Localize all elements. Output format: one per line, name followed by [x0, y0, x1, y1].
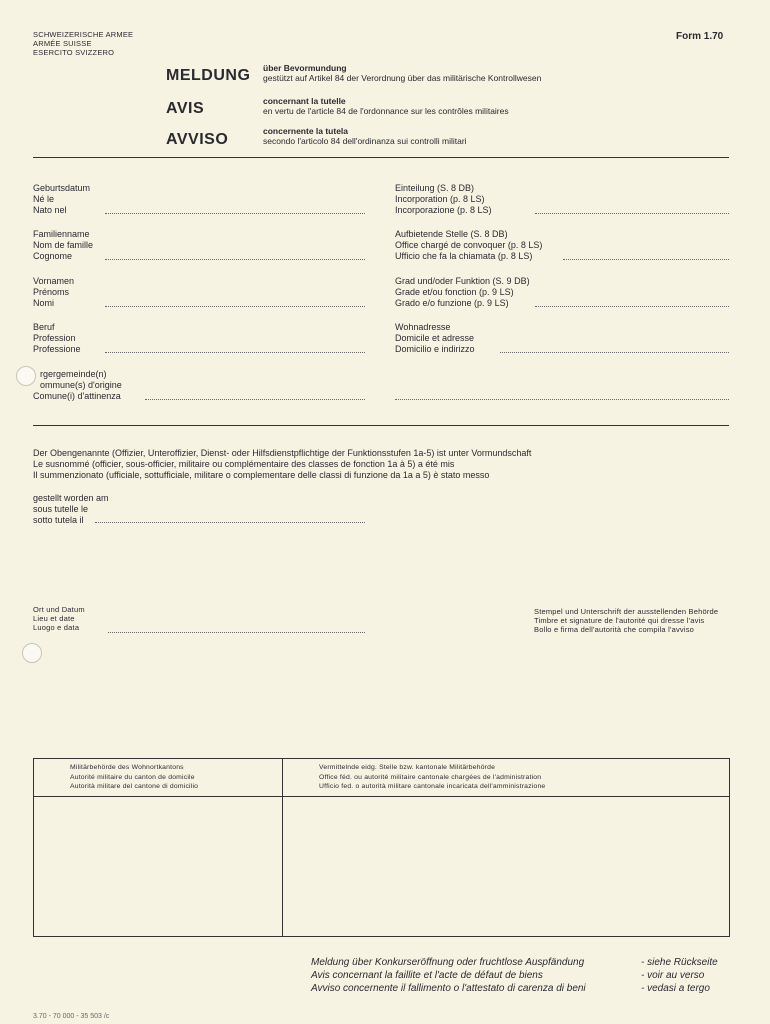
grade-label: Grad und/oder Funktion (S. 9 DB) Grade et/ou fonction (p. 9 LS) Grado e/o funzione (p. 9 LS): [395, 276, 530, 309]
incorporation-field[interactable]: [535, 213, 729, 214]
subtitle-de: über Bevormundung gestützt auf Artikel 84 der Verordnung über das militärische Kontrollwesen: [263, 63, 542, 83]
address-field-extra[interactable]: [395, 399, 729, 400]
military-authority-box[interactable]: Militärbehörde des Wohnortkantons Autorité militaire du canton de domicile Autorità militare del cantone di domicilio: [33, 758, 283, 937]
place-date-field[interactable]: [108, 632, 365, 633]
family-name-label: Familienname Nom de famille Cognome: [33, 229, 94, 262]
placed-date-field[interactable]: [95, 522, 365, 523]
title-fr: AVIS: [166, 100, 205, 117]
incorporation-label: Einteilung (S. 8 DB) Incorporation (p. 8 LS) Incorporazione (p. 8 LS): [395, 183, 492, 216]
subtitle-it: concernente la tutela secondo l'articolo 84 dell'ordinanza sui controlli militari: [263, 126, 467, 146]
grade-field[interactable]: [535, 306, 729, 307]
calling-office-field[interactable]: [563, 259, 729, 260]
stamp-label: Stempel und Unterschrift der ausstellenden Behörde Timbre et signature de l'autorité qui dresse l'avis Bollo e firma dell'autorità che compila l'avviso: [534, 607, 719, 634]
form-number: Form 1.70: [676, 31, 724, 42]
administration-office-box[interactable]: Vermittelnde eidg. Stelle bzw. kantonale Militärbehörde Office féd. ou autorité militaire cantonale chargées de l'administration Ufficio fed. o autorità militare cantonale incaricata dell'amministrazione: [282, 758, 730, 937]
army-name: SCHWEIZERISCHE ARMEE ARMÉE SUISSE ESERCITO SVIZZERO: [33, 30, 134, 57]
profession-field[interactable]: [105, 352, 365, 353]
first-names-label: Vornamen Prénoms Nomi: [33, 276, 75, 309]
family-name-field[interactable]: [105, 259, 365, 260]
title-it: AVVISO: [166, 131, 229, 148]
birthdate-field[interactable]: [105, 213, 365, 214]
header-divider: [33, 157, 729, 158]
home-commune-label: rgergemeinde(n) ommune(s) d'origine Comune(i) d'attinenza: [33, 369, 122, 402]
statement-text: Der Obengenannte (Offizier, Unteroffizier, Dienst- oder Hilfsdienstpflichtige der Funktionsstufen 1a-5) ist unter Vormundschaft Le susnommé (officier, sous-officier, militaire ou complémentaire des classes de fonction 1a à 5) a été mis Il summenzionato (ufficiale, sottufficiale, militare o complementare delle classi di funzione da 1a a 5) è stato messo: [33, 448, 532, 481]
address-field[interactable]: [500, 352, 729, 353]
birthdate-label: Geburtsdatum Né le Nato nel: [33, 183, 91, 216]
print-code: 3.70 - 70 000 - 35 503 /c: [33, 1013, 110, 1020]
title-de: MELDUNG: [166, 67, 251, 84]
first-names-field[interactable]: [105, 306, 365, 307]
profession-label: Beruf Profession Professione: [33, 322, 81, 355]
address-label: Wohnadresse Domicile et adresse Domicilio e indirizzo: [395, 322, 475, 355]
box-header-divider: [33, 796, 729, 797]
placed-label: gestellt worden am sous tutelle le sotto tutela il: [33, 493, 109, 526]
subtitle-fr: concernant la tutelle en vertu de l'article 84 de l'ordonnance sur les contrôles militaires: [263, 96, 509, 116]
punch-hole: [22, 643, 42, 663]
footer-notes: Meldung über Konkurseröffnung oder fruchtlose Auspfändung - siehe Rückseite Avis concernant la faillite et l'acte de défaut de biens - voir au verso Avviso concernente il fallimento o l'attestato di carenza di beni - vedasi a tergo: [311, 957, 718, 994]
home-commune-field[interactable]: [145, 399, 365, 400]
calling-office-label: Aufbietende Stelle (S. 8 DB) Office chargé de convoquer (p. 8 LS) Ufficio che fa la chiamata (p. 8 LS): [395, 229, 543, 262]
section-divider: [33, 425, 729, 426]
place-date-label: Ort und Datum Lieu et date Luogo e data: [33, 605, 85, 632]
punch-hole: [16, 366, 36, 386]
